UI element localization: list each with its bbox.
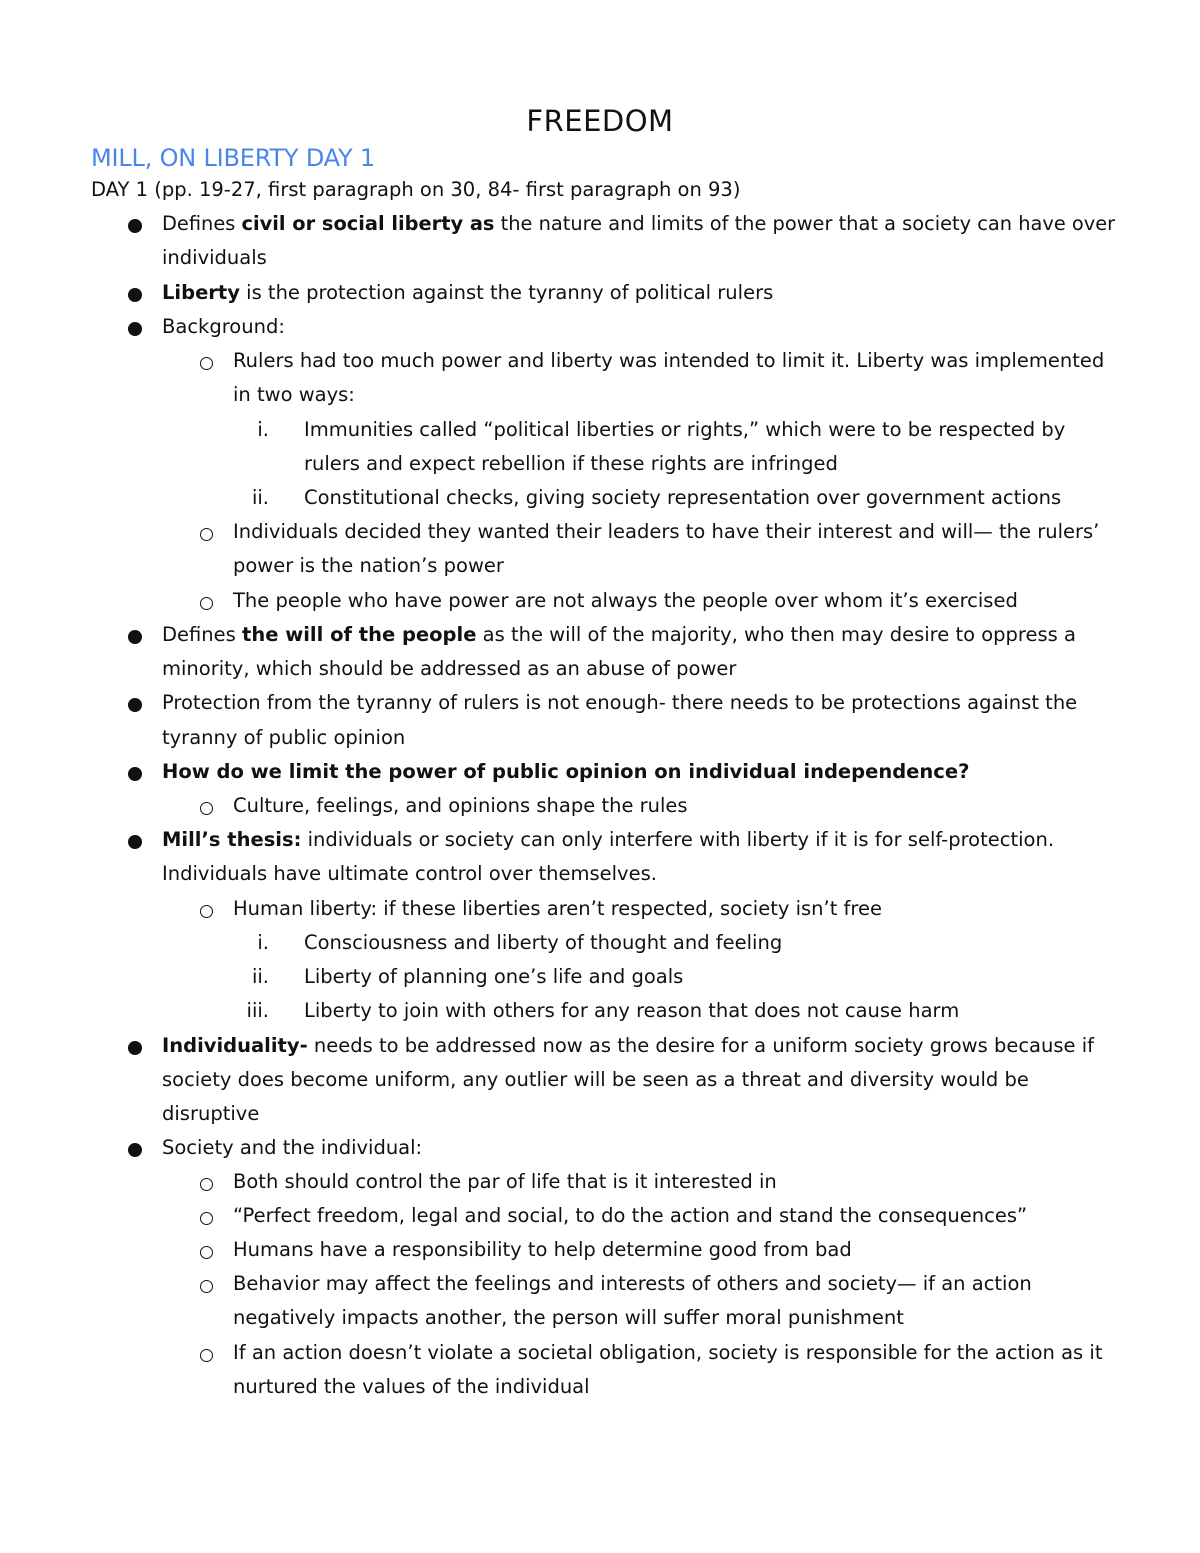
bullet-circle — [200, 597, 213, 610]
sub-list-item: “Perfect freedom, legal and social, to do the action and stand the consequences” — [233, 1204, 1028, 1227]
bullet-circle — [200, 905, 213, 918]
bullet-circle — [200, 1246, 213, 1259]
sub-list-item: Culture, feelings, and opinions shape the rules — [233, 794, 688, 817]
bullet-dot — [128, 630, 142, 644]
numbered-item: Immunities called “political liberties or rights,” which were to be respected by — [304, 418, 1066, 441]
bullet-dot — [128, 219, 142, 233]
list-item: Society and the individual: — [162, 1136, 423, 1159]
list-item: Individuality- needs to be addressed now as the desire for a uniform society grows because if — [162, 1034, 1094, 1057]
bullet-dot — [128, 698, 142, 712]
bullet-dot — [128, 767, 142, 781]
bullet-circle — [200, 1349, 213, 1362]
page-title: FREEDOM — [526, 104, 674, 138]
roman-numeral: ii. — [251, 486, 269, 509]
numbered-item: Liberty of planning one’s life and goals — [304, 965, 684, 988]
bullet-dot — [128, 322, 142, 336]
list-item: Defines the will of the people as the will of the majority, who then may desire to oppress a — [162, 623, 1076, 646]
bullet-circle — [200, 802, 213, 815]
sub-list-item: The people who have power are not always the people over whom it’s exercised — [233, 589, 1018, 612]
key-term: Individuality- — [162, 1034, 308, 1057]
list-item: Protection from the tyranny of rulers is not enough- there needs to be protections against the — [162, 691, 1078, 714]
sub-list-item: Both should control the par of life that is it interested in — [233, 1170, 777, 1193]
numbered-item: Consciousness and liberty of thought and feeling — [304, 931, 783, 954]
sub-list-item-continuation: power is the nation’s power — [233, 554, 504, 577]
roman-numeral: iii. — [246, 999, 269, 1022]
roman-numeral: i. — [257, 418, 269, 441]
bullet-circle — [200, 528, 213, 541]
list-item-continuation: Individuals have ultimate control over themselves. — [162, 862, 657, 885]
list-item-continuation: minority, which should be addressed as an abuse of power — [162, 657, 737, 680]
sub-list-item: Humans have a responsibility to help determine good from bad — [233, 1238, 852, 1261]
bullet-circle — [200, 1178, 213, 1191]
list-item: Defines civil or social liberty as the nature and limits of the power that a society can have over — [162, 212, 1116, 235]
numbered-item: Constitutional checks, giving society representation over government actions — [304, 486, 1062, 509]
bullet-circle — [200, 1280, 213, 1293]
reading-assignment: DAY 1 (pp. 19-27, first paragraph on 30, 84- first paragraph on 93) — [91, 178, 741, 201]
list-item-continuation: individuals — [162, 246, 267, 269]
list-item-continuation: tyranny of public opinion — [162, 726, 406, 749]
sub-list-item: Human liberty: if these liberties aren’t respected, society isn’t free — [233, 897, 883, 920]
sub-list-item: Behavior may affect the feelings and interests of others and society— if an action — [233, 1272, 1032, 1295]
section-heading: MILL, ON LIBERTY DAY 1 — [91, 144, 375, 172]
bullet-dot — [128, 835, 142, 849]
sub-list-item-continuation: nurtured the values of the individual — [233, 1375, 590, 1398]
sub-list-item: Individuals decided they wanted their leaders to have their interest and will— the rulers’ — [233, 520, 1100, 543]
bullet-circle — [200, 357, 213, 370]
list-item-continuation: disruptive — [162, 1102, 260, 1125]
list-item: Background: — [162, 315, 285, 338]
sub-list-item-continuation: negatively impacts another, the person will suffer moral punishment — [233, 1306, 904, 1329]
sub-list-item: If an action doesn’t violate a societal obligation, society is responsible for the action as it — [233, 1341, 1103, 1364]
numbered-item-continuation: rulers and expect rebellion if these rights are infringed — [304, 452, 838, 475]
roman-numeral: i. — [257, 931, 269, 954]
list-item-question: How do we limit the power of public opinion on individual independence? — [162, 760, 970, 783]
bullet-dot — [128, 288, 142, 302]
key-term: civil or social liberty as — [241, 212, 495, 235]
numbered-item: Liberty to join with others for any reason that does not cause harm — [304, 999, 960, 1022]
list-item-continuation: society does become uniform, any outlier will be seen as a threat and diversity would be — [162, 1068, 1029, 1091]
list-item: Liberty is the protection against the tyranny of political rulers — [162, 281, 774, 304]
sub-list-item: Rulers had too much power and liberty was intended to limit it. Liberty was implemented — [233, 349, 1105, 372]
bullet-dot — [128, 1143, 142, 1157]
bullet-circle — [200, 1212, 213, 1225]
key-term: the will of the people — [242, 623, 477, 646]
key-term: Mill’s thesis: — [162, 828, 302, 851]
key-term: Liberty — [162, 281, 240, 304]
bullet-dot — [128, 1041, 142, 1055]
sub-list-item-continuation: in two ways: — [233, 383, 355, 406]
roman-numeral: ii. — [251, 965, 269, 988]
list-item: Mill’s thesis: individuals or society can only interfere with liberty if it is for self-protection. — [162, 828, 1055, 851]
